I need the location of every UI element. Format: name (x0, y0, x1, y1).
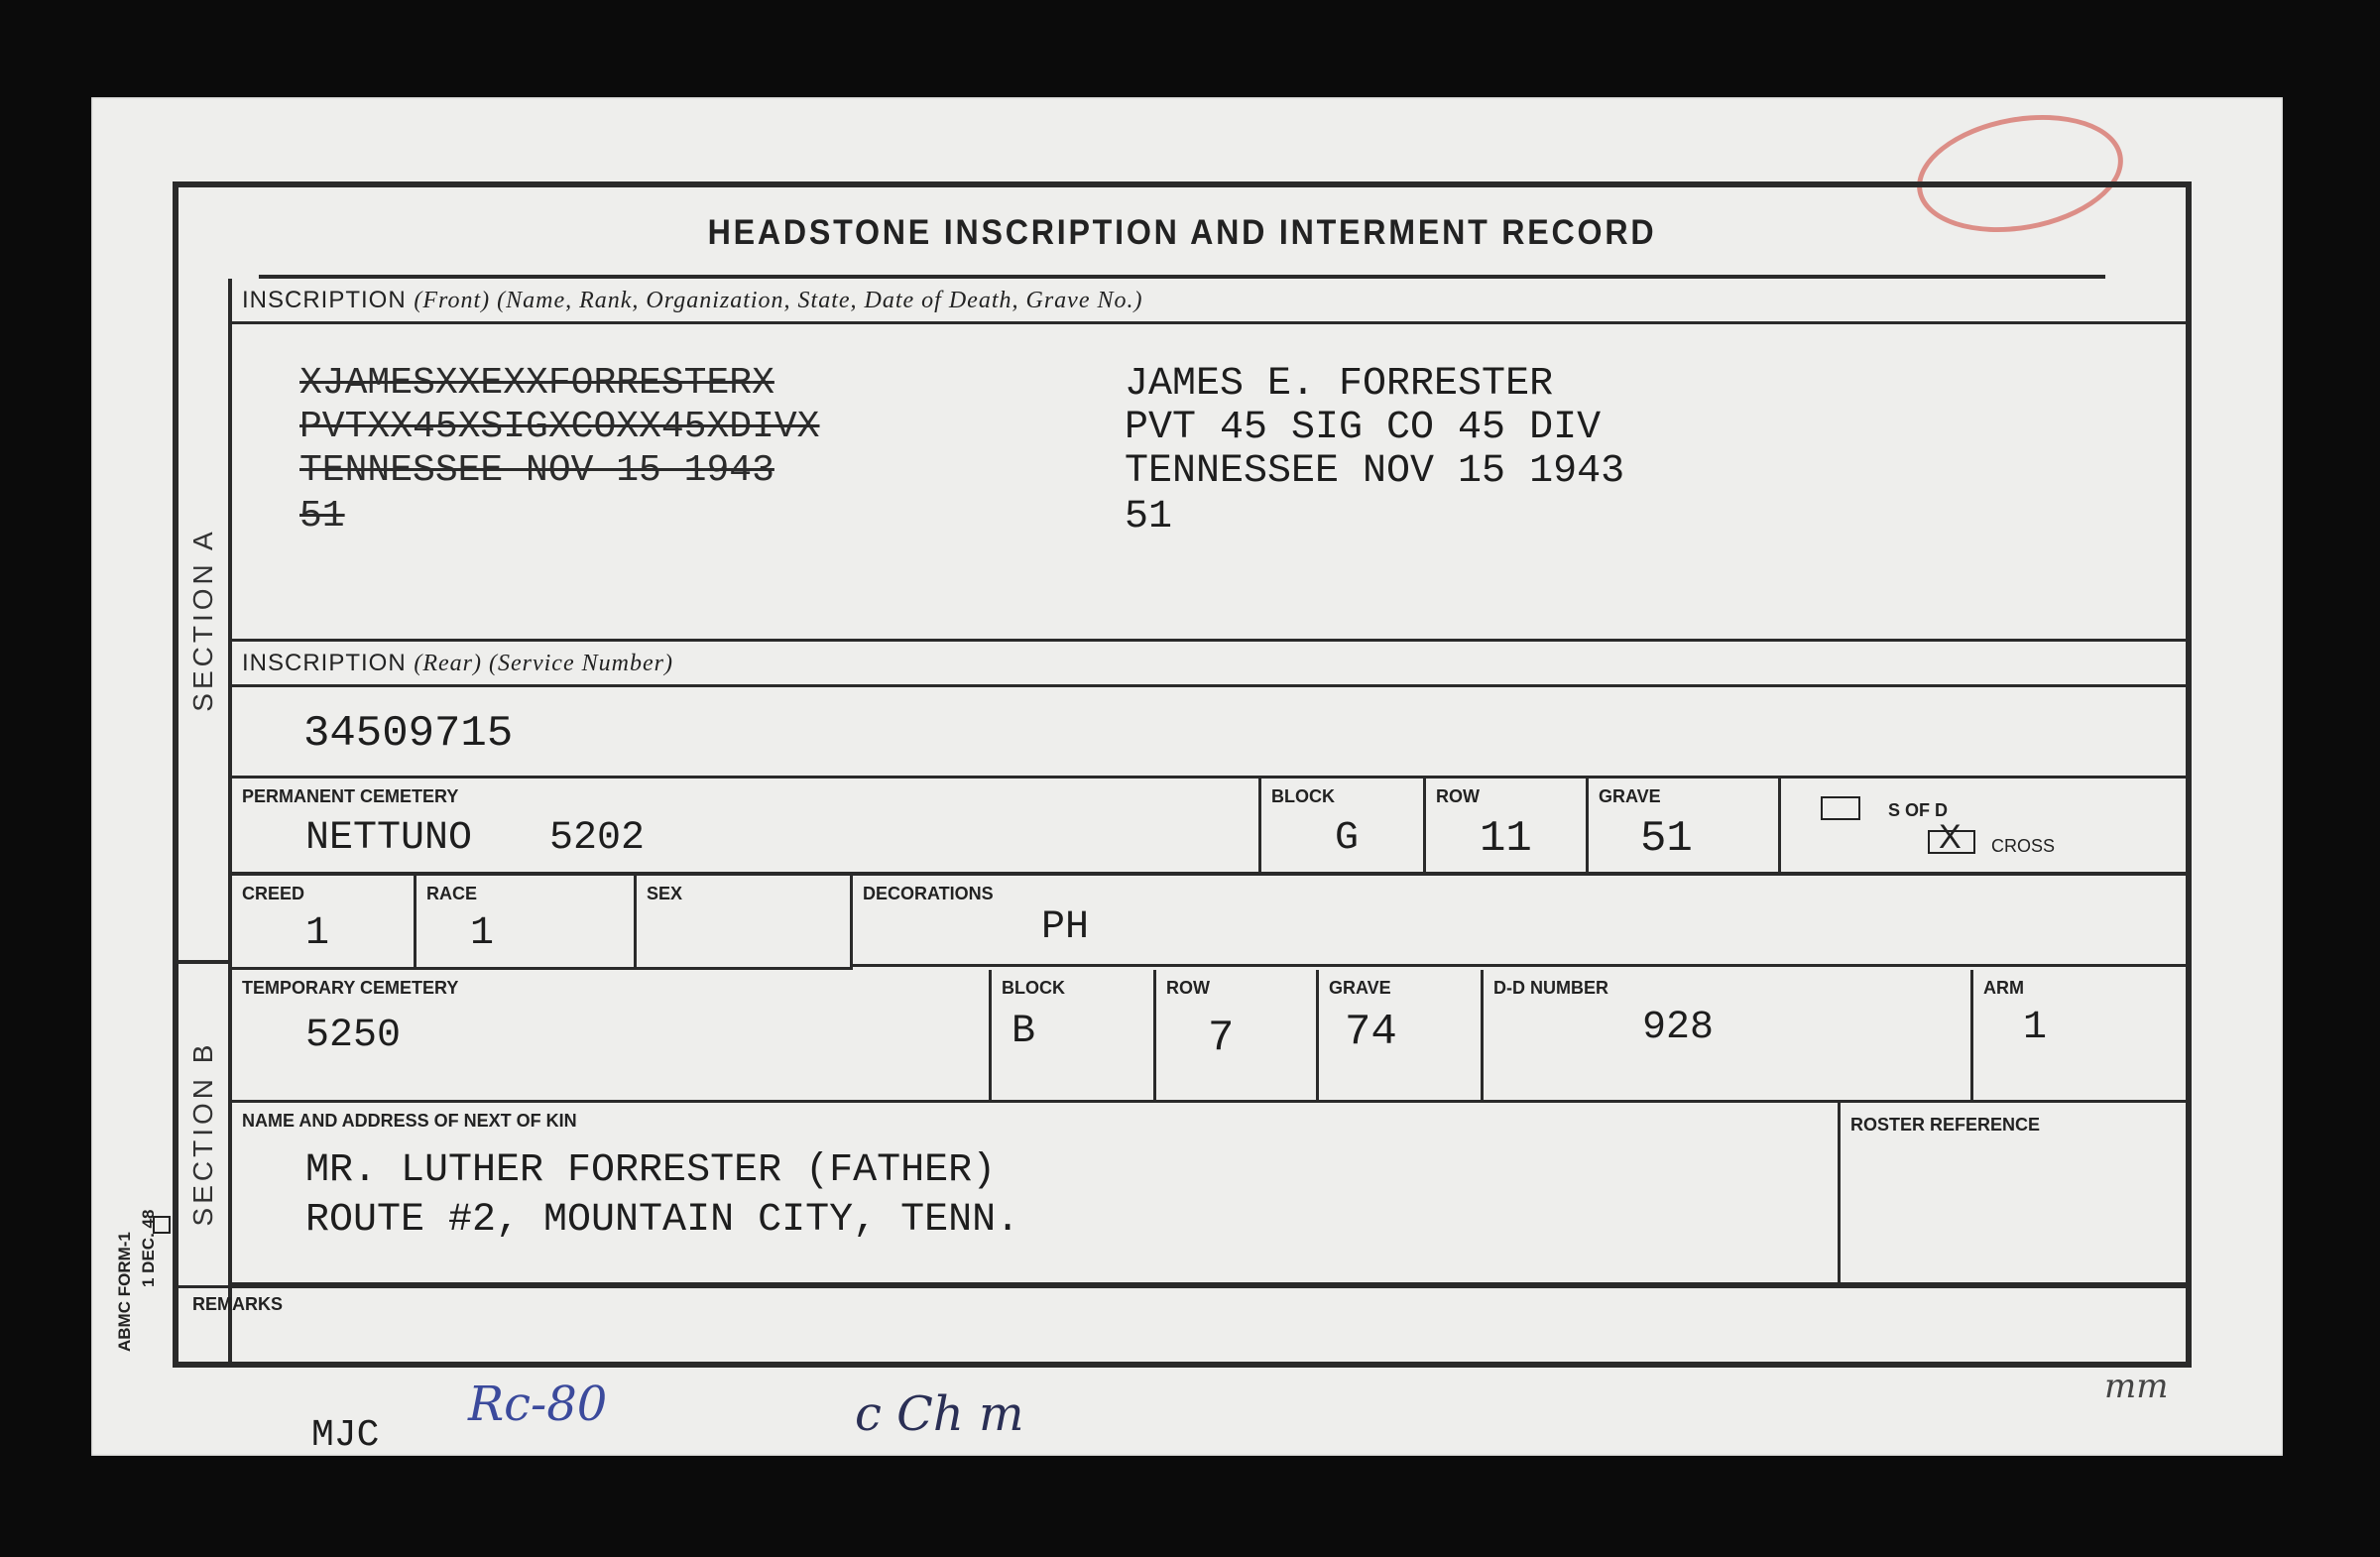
initials: MJC (311, 1414, 380, 1457)
dd-number-label: D-D NUMBER (1493, 978, 1608, 998)
record-card (91, 97, 2283, 1456)
arm-cell (1973, 970, 2186, 1103)
arm-value: 1 (2023, 1006, 2048, 1050)
temporary-grave: 74 (1345, 1008, 1397, 1057)
inscription-front-body (232, 324, 2186, 642)
section-a-label: SECTION A (187, 527, 218, 712)
permanent-row-label: ROW (1436, 786, 1480, 806)
next-of-kin-cell (232, 1103, 1841, 1285)
service-number-cell (232, 687, 2186, 778)
decorations-cell (853, 876, 2186, 967)
marker-type-cell (1781, 778, 2186, 872)
remarks-cell (178, 1285, 2186, 1368)
decorations-label: DECORATIONS (863, 884, 994, 903)
decorations-value: PH (1041, 905, 1090, 950)
permanent-grave-cell (1589, 778, 1781, 872)
form-date: 1 DEC. 48 (139, 1209, 158, 1287)
remarks-label: REMARKS (192, 1294, 284, 1314)
inscription-line-3: TENNESSEE NOV 15 1943 (1125, 449, 1625, 494)
dd-number: 928 (1642, 1006, 1715, 1050)
temporary-row-cell (1156, 970, 1319, 1103)
race-value: 1 (470, 911, 495, 956)
struck-line-1: XJAMESXXEXXFORRESTERX (299, 362, 774, 405)
inscription-rear-label: INSCRIPTION (Rear) (Service Number) (242, 650, 673, 676)
sex-cell (637, 876, 853, 967)
permanent-grave-label: GRAVE (1599, 786, 1661, 806)
roster-reference-label: ROSTER REFERENCE (1850, 1115, 2041, 1135)
temporary-row: 7 (1208, 1014, 1235, 1063)
creed-label: CREED (242, 884, 305, 903)
cross-label: CROSS (1991, 836, 2056, 856)
permanent-block-label: BLOCK (1271, 786, 1335, 806)
cross-checkmark: X (1939, 818, 1962, 856)
form-title: HEADSTONE INSCRIPTION AND INTERMENT RECORD (259, 187, 2105, 279)
temporary-grave-label: GRAVE (1329, 978, 1391, 998)
permanent-grave: 51 (1640, 814, 1693, 864)
form-checkbox[interactable] (153, 1216, 171, 1234)
inscription-line-1: JAMES E. FORRESTER (1125, 362, 1554, 407)
temporary-block-label: BLOCK (1002, 978, 1065, 998)
creed-cell (232, 876, 416, 967)
roster-reference-cell (1841, 1103, 2186, 1285)
next-of-kin-line-2: ROUTE #2, MOUNTAIN CITY, TENN. (305, 1198, 1020, 1243)
next-of-kin-line-1: MR. LUTHER FORRESTER (FATHER) (305, 1148, 997, 1193)
creed-value: 1 (305, 911, 330, 956)
headstone-form (173, 181, 2192, 1368)
struck-line-4: 51 (299, 495, 345, 538)
permanent-cemetery-label: PERMANENT CEMETERY (242, 786, 459, 806)
struck-line-2: PVTXX45XSIGXCOXX45XDIVX (299, 406, 820, 448)
race-cell (416, 876, 637, 967)
section-b-label: SECTION B (187, 1040, 218, 1227)
handwritten-note-2: c Ch m (855, 1386, 1024, 1442)
section-a-column (178, 279, 232, 960)
temporary-block-cell (992, 970, 1156, 1103)
sofd-checkbox[interactable] (1821, 796, 1860, 820)
permanent-block: G (1335, 816, 1360, 861)
service-number: 34509715 (303, 709, 514, 759)
handwritten-margin-note: mm (2104, 1367, 2169, 1406)
permanent-row-cell (1426, 778, 1589, 872)
permanent-row: 11 (1480, 814, 1532, 864)
permanent-block-cell (1261, 778, 1426, 872)
inscription-front-header (232, 279, 2186, 324)
sex-label: SEX (647, 884, 683, 903)
temporary-cemetery-label: TEMPORARY CEMETERY (242, 978, 459, 998)
temporary-cemetery: 5250 (305, 1014, 402, 1058)
temporary-block: B (1012, 1010, 1036, 1054)
permanent-cemetery-cell (232, 778, 1261, 872)
struck-line-3: TENNESSEE NOV 15 1943 (299, 449, 774, 492)
inscription-line-2: PVT 45 SIG CO 45 DIV (1125, 406, 1602, 450)
temporary-grave-cell (1319, 970, 1484, 1103)
form-id: ABMC FORM-1 (115, 1232, 134, 1352)
handwritten-note-1: Rc-80 (468, 1377, 608, 1432)
permanent-cemetery-name: NETTUNO (305, 816, 473, 861)
race-label: RACE (426, 884, 478, 903)
inscription-front-label: INSCRIPTION (Front) (Name, Rank, Organization, State, Date of Death, Grave No.) (242, 287, 1143, 313)
sofd-label: S OF D (1888, 800, 1949, 820)
permanent-cemetery-code: 5202 (549, 816, 646, 861)
temporary-cemetery-cell (232, 970, 992, 1103)
inscription-rear-header (232, 642, 2186, 687)
inscription-line-4: 51 (1125, 495, 1173, 539)
next-of-kin-label: NAME AND ADDRESS OF NEXT OF KIN (242, 1111, 577, 1131)
arm-label: ARM (1983, 978, 2024, 998)
dd-number-cell (1484, 970, 1973, 1103)
temporary-row-label: ROW (1166, 978, 1210, 998)
